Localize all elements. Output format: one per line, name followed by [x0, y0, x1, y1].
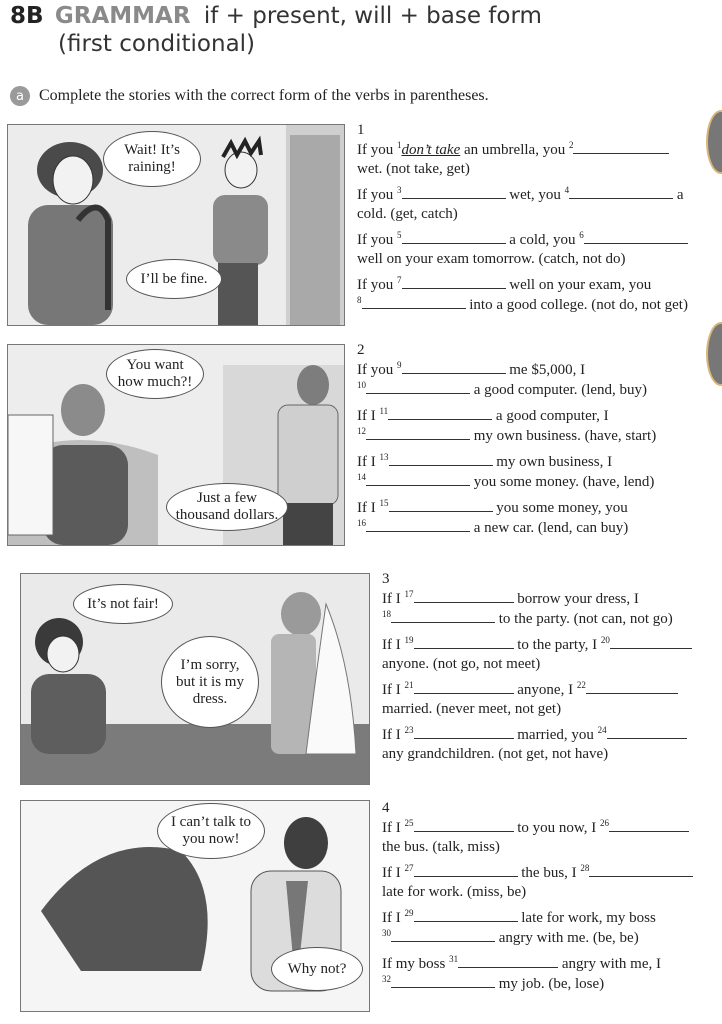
story-text: If you [357, 362, 397, 378]
page-header [10, 2, 710, 58]
answer-blank[interactable] [402, 275, 506, 289]
speech-text: Just a few thousand dollars. [175, 490, 279, 523]
blank-number: 25 [404, 818, 414, 828]
story-text: late for work. (miss, be) [382, 884, 527, 900]
blank-number: 8 [357, 295, 362, 305]
blank-number: 13 [379, 452, 389, 462]
blank-number: 20 [600, 635, 610, 645]
page-title: if + present, will + base form [203, 3, 542, 29]
story-text: well on your exam, you [505, 277, 652, 293]
blank-number: 3 [397, 185, 402, 195]
story-text: anyone. (not go, not meet) [382, 656, 541, 672]
answer-blank[interactable] [366, 426, 470, 440]
story-text [382, 818, 693, 838]
story-text [357, 498, 656, 518]
story-text [357, 380, 656, 400]
exercise-item [382, 908, 693, 948]
story-text: my own business, I [492, 454, 613, 470]
story-text: If I [382, 910, 405, 926]
story-text [357, 518, 656, 538]
answer-blank[interactable] [391, 609, 495, 623]
answer-blank[interactable] [584, 230, 688, 244]
exercise-item [382, 635, 692, 674]
story-text: angry with me, I [558, 956, 661, 972]
story-text [382, 954, 693, 974]
story-text: you some money. (have, lend) [470, 474, 655, 490]
story-number: 2 [357, 342, 365, 358]
exercise-item [357, 360, 656, 400]
story-text [357, 275, 688, 295]
answer-blank[interactable] [391, 928, 495, 942]
blank-number: 11 [379, 406, 389, 416]
exercise-item [382, 589, 692, 629]
story-text: the bus. (talk, miss) [382, 839, 500, 855]
blank-number: 6 [579, 230, 584, 240]
blank-number: 1 [397, 140, 402, 150]
answer-blank[interactable] [414, 818, 514, 832]
story-text [382, 635, 692, 655]
story-text: well on your exam tomorrow. (catch, not do) [357, 251, 626, 267]
blank-number: 24 [597, 725, 607, 735]
blank-number: 19 [404, 635, 414, 645]
exercise-letter-badge: a [10, 86, 30, 106]
exercise-item [357, 185, 688, 224]
story-text: If I [382, 727, 405, 743]
exercise-item [357, 140, 688, 179]
story-text: to you now, I [513, 820, 601, 836]
blank-number: 12 [357, 426, 366, 436]
answer-blank[interactable] [366, 518, 470, 532]
story-text: If you [357, 142, 397, 158]
story-text: an umbrella, you [460, 142, 569, 158]
exercise-item [382, 954, 693, 994]
story-number: 3 [382, 571, 390, 587]
answer-blank[interactable] [610, 635, 692, 649]
story-text: late for work, my boss [517, 910, 656, 926]
story-text: married, you [513, 727, 598, 743]
page-edge-tab-1 [706, 110, 722, 174]
example-answer: don’t take [401, 142, 461, 158]
instruction-text: Complete the stories with the correct form of the verbs in parentheses. [39, 87, 489, 104]
answer-blank[interactable] [391, 974, 495, 988]
story-text: a cold, you [505, 232, 580, 248]
page-edge-tab-2 [706, 322, 722, 386]
exercise-item [357, 406, 656, 446]
answer-blank[interactable] [414, 635, 514, 649]
story-text [357, 140, 688, 160]
story-text: If I [382, 865, 405, 881]
speech-bubble-wait [103, 131, 201, 187]
story-text [382, 863, 693, 883]
speech-text: It’s not fair! [87, 595, 159, 612]
blank-number: 28 [580, 863, 590, 873]
story-text [357, 185, 688, 205]
story-text: wet, you [505, 187, 565, 203]
story-text: my own business. (have, start) [470, 428, 657, 444]
story-text: If I [357, 500, 380, 516]
answer-blank[interactable] [586, 680, 678, 694]
blank-number: 23 [404, 725, 414, 735]
story-text [382, 928, 693, 948]
answer-blank[interactable] [402, 185, 506, 199]
story-text [357, 360, 656, 380]
answer-blank[interactable] [366, 472, 470, 486]
answer-blank[interactable] [414, 863, 518, 877]
speech-bubble-why-not [271, 947, 363, 991]
story-text: to the party, I [513, 637, 601, 653]
story-text: angry with me. (be, be) [495, 930, 639, 946]
speech-text: I’ll be fine. [140, 270, 208, 287]
section-code: 8B [10, 3, 44, 29]
story-text: If I [382, 637, 405, 653]
answer-blank[interactable] [569, 185, 673, 199]
story-text: any grandchildren. (not get, not have) [382, 746, 609, 762]
blank-number: 9 [397, 360, 402, 370]
speech-bubble-fine [126, 259, 222, 299]
speech-text: You want how much?! [117, 357, 193, 390]
story-text [382, 589, 692, 609]
story-text: If you [357, 187, 397, 203]
exercise-item [382, 863, 693, 902]
blank-number: 4 [564, 185, 570, 195]
comic-panel-1 [7, 124, 345, 326]
story-text: anyone, I [513, 682, 577, 698]
story-text: wet. (not take, get) [357, 161, 470, 177]
blank-number: 21 [404, 680, 414, 690]
story-text [382, 725, 692, 745]
story-text: a [673, 187, 684, 203]
story-text: my job. (be, lose) [495, 976, 605, 992]
answer-blank[interactable] [414, 680, 514, 694]
page-subtitle: (first conditional) [58, 31, 256, 57]
story-text: you some money, you [492, 500, 628, 516]
exercise-instruction [10, 86, 489, 106]
answer-blank[interactable] [414, 589, 514, 603]
story-text: a new car. (lend, can buy) [470, 520, 629, 536]
speech-bubble-how-much [106, 349, 204, 399]
blank-number: 29 [404, 908, 414, 918]
story-4 [382, 799, 693, 994]
story-text [382, 974, 693, 994]
story-number: 1 [357, 122, 365, 138]
answer-blank[interactable] [609, 818, 689, 832]
story-1 [357, 121, 688, 315]
story-text: If I [357, 408, 380, 424]
story-text: to the party. (not can, not go) [495, 611, 673, 627]
answer-blank[interactable] [389, 452, 493, 466]
blank-number: 18 [382, 609, 391, 619]
story-number: 4 [382, 800, 390, 816]
answer-blank[interactable] [573, 140, 669, 154]
story-text: into a good college. (not do, not get) [465, 297, 688, 313]
exercise-item [357, 498, 656, 538]
answer-blank[interactable] [607, 725, 687, 739]
blank-number: 30 [382, 928, 391, 938]
story-text: me $5,000, I [505, 362, 586, 378]
blank-number: 10 [357, 380, 366, 390]
exercise-item [357, 275, 688, 315]
answer-blank[interactable] [402, 360, 506, 374]
blank-number: 5 [397, 230, 402, 240]
answer-blank[interactable] [589, 863, 693, 877]
story-text [357, 230, 688, 250]
story-text [357, 472, 656, 492]
story-text [357, 452, 656, 472]
story-text: borrow your dress, I [513, 591, 639, 607]
blank-number: 7 [397, 275, 402, 285]
answer-blank[interactable] [402, 230, 506, 244]
exercise-item [382, 680, 692, 719]
story-text [357, 295, 688, 315]
blank-number: 22 [576, 680, 586, 690]
answer-blank[interactable] [458, 954, 558, 968]
speech-text: Wait! It’s raining! [124, 142, 180, 175]
speech-bubble-not-fair [73, 584, 173, 624]
speech-text: I can’t talk to you now! [170, 814, 252, 847]
story-2 [357, 341, 656, 538]
speech-bubble-cant-talk [157, 803, 265, 859]
story-text: If you [357, 277, 397, 293]
answer-blank[interactable] [414, 908, 518, 922]
exercise-item [382, 818, 693, 857]
answer-blank[interactable] [362, 295, 466, 309]
blank-number: 16 [357, 518, 366, 528]
story-text: If you [357, 232, 397, 248]
story-text: a good computer, I [492, 408, 609, 424]
story-text [382, 680, 692, 700]
blank-number: 2 [568, 140, 574, 150]
answer-blank[interactable] [389, 498, 493, 512]
section-label: GRAMMAR [54, 3, 191, 29]
blank-number: 15 [379, 498, 389, 508]
story-text: cold. (get, catch) [357, 206, 458, 222]
story-text [382, 609, 692, 629]
blank-number: 14 [357, 472, 366, 482]
blank-number: 17 [404, 589, 414, 599]
answer-blank[interactable] [388, 406, 492, 420]
speech-text: I’m sorry, but it is my dress. [176, 656, 244, 707]
story-text: If I [382, 591, 405, 607]
story-text: If I [382, 820, 405, 836]
comic-panel-4 [20, 800, 370, 1012]
blank-number: 32 [382, 974, 391, 984]
exercise-item [382, 725, 692, 764]
answer-blank[interactable] [414, 725, 514, 739]
answer-blank[interactable] [366, 380, 470, 394]
story-text [357, 426, 656, 446]
story-3 [382, 570, 692, 764]
story-text: married. (never meet, not get) [382, 701, 562, 717]
story-text [357, 406, 656, 426]
story-text: If I [357, 454, 380, 470]
comic-panel-2 [7, 344, 345, 546]
blank-number: 31 [449, 954, 459, 964]
blank-number: 26 [600, 818, 610, 828]
speech-bubble-my-dress [161, 636, 259, 728]
exercise-item [357, 230, 688, 269]
story-text [382, 908, 693, 928]
story-text: a good computer. (lend, buy) [470, 382, 648, 398]
story-text: the bus, I [517, 865, 581, 881]
blank-number: 27 [404, 863, 414, 873]
exercise-item [357, 452, 656, 492]
speech-bubble-few-thousand [166, 483, 288, 531]
story-text: If I [382, 682, 405, 698]
comic-panel-3 [20, 573, 370, 785]
story-text: If my boss [382, 956, 450, 972]
speech-text: Why not? [287, 960, 347, 977]
